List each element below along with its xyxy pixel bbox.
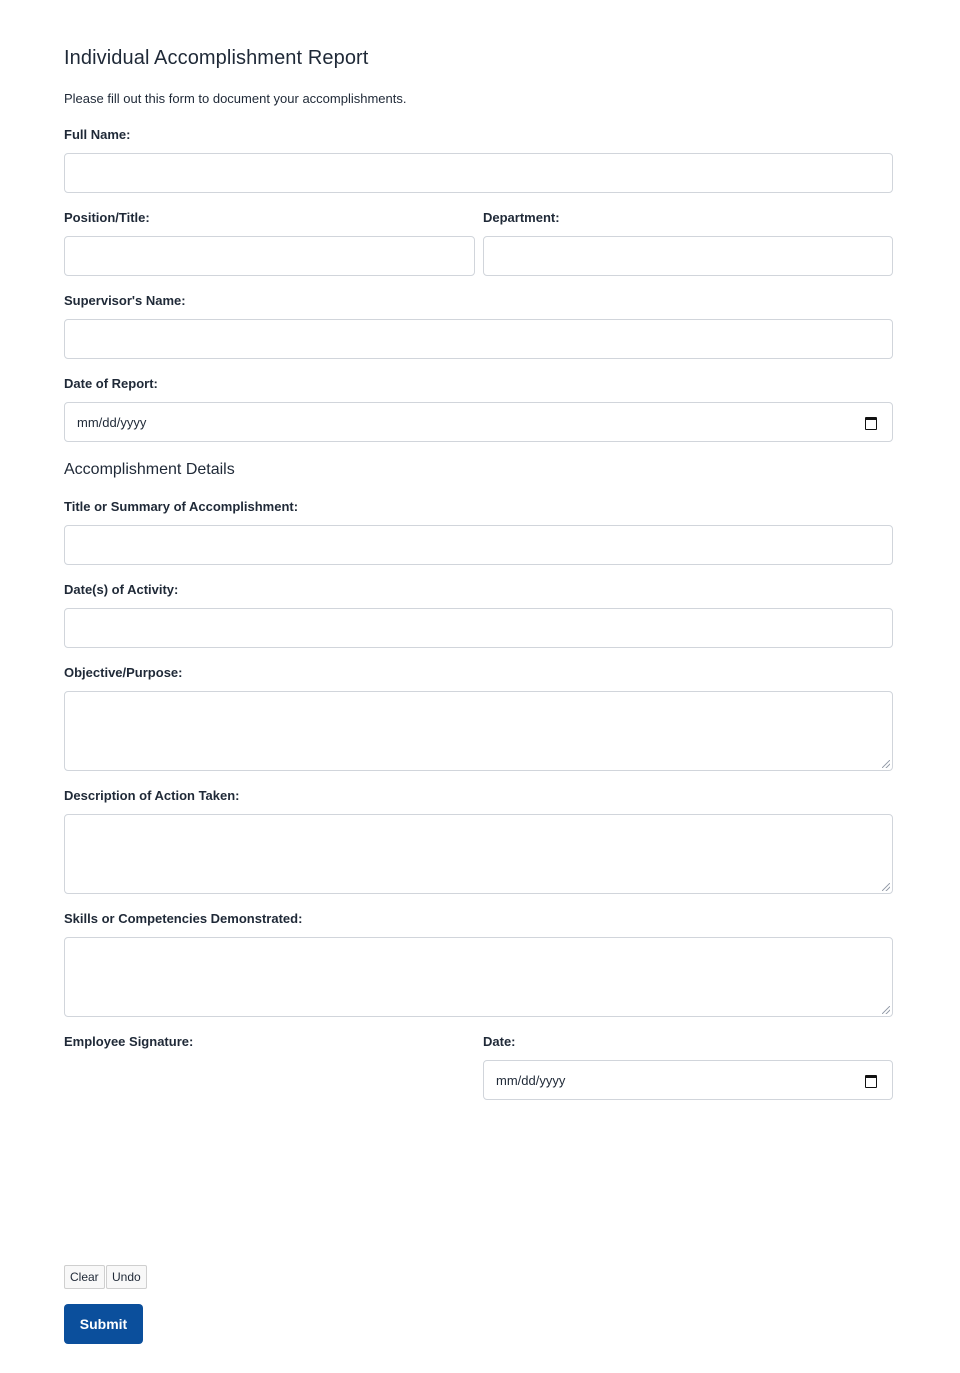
calendar-icon[interactable] xyxy=(865,1074,877,1086)
signature-pad[interactable] xyxy=(64,1058,475,1258)
signature-date-placeholder: mm/dd/yyyy xyxy=(496,1072,566,1088)
summary-label: Title or Summary of Accomplishment: xyxy=(64,499,299,514)
report-date-placeholder: mm/dd/yyyy xyxy=(77,414,147,430)
report-date-label: Date of Report: xyxy=(64,376,158,391)
department-input[interactable] xyxy=(483,236,893,276)
supervisor-label: Supervisor's Name: xyxy=(64,293,186,308)
supervisor-input[interactable] xyxy=(64,319,893,359)
full-name-label: Full Name: xyxy=(64,127,131,142)
signature-date-label: Date: xyxy=(483,1034,516,1049)
skills-textarea[interactable] xyxy=(64,937,893,1017)
position-input[interactable] xyxy=(64,236,475,276)
section-title: Accomplishment Details xyxy=(64,461,235,478)
skills-label: Skills or Competencies Demonstrated: xyxy=(64,911,303,926)
undo-signature-button[interactable]: Undo xyxy=(106,1265,147,1289)
resize-grip-icon[interactable] xyxy=(882,1006,890,1014)
report-date-input[interactable] xyxy=(64,402,893,442)
objective-textarea[interactable] xyxy=(64,691,893,771)
description-label: Description of Action Taken: xyxy=(64,788,240,803)
activity-dates-input[interactable] xyxy=(64,608,893,648)
form-intro: Please fill out this form to document your accomplishments. xyxy=(64,91,407,106)
signature-date-input[interactable] xyxy=(483,1060,893,1100)
description-textarea[interactable] xyxy=(64,814,893,894)
clear-signature-button[interactable]: Clear xyxy=(64,1265,105,1289)
position-label: Position/Title: xyxy=(64,210,150,225)
resize-grip-icon[interactable] xyxy=(882,883,890,891)
page-title: Individual Accomplishment Report xyxy=(64,47,369,69)
objective-label: Objective/Purpose: xyxy=(64,665,183,680)
full-name-input[interactable] xyxy=(64,153,893,193)
activity-dates-label: Date(s) of Activity: xyxy=(64,582,179,597)
signature-label: Employee Signature: xyxy=(64,1034,194,1049)
summary-input[interactable] xyxy=(64,525,893,565)
resize-grip-icon[interactable] xyxy=(882,760,890,768)
calendar-icon[interactable] xyxy=(865,416,877,428)
submit-button[interactable]: Submit xyxy=(64,1304,143,1344)
department-label: Department: xyxy=(483,210,560,225)
